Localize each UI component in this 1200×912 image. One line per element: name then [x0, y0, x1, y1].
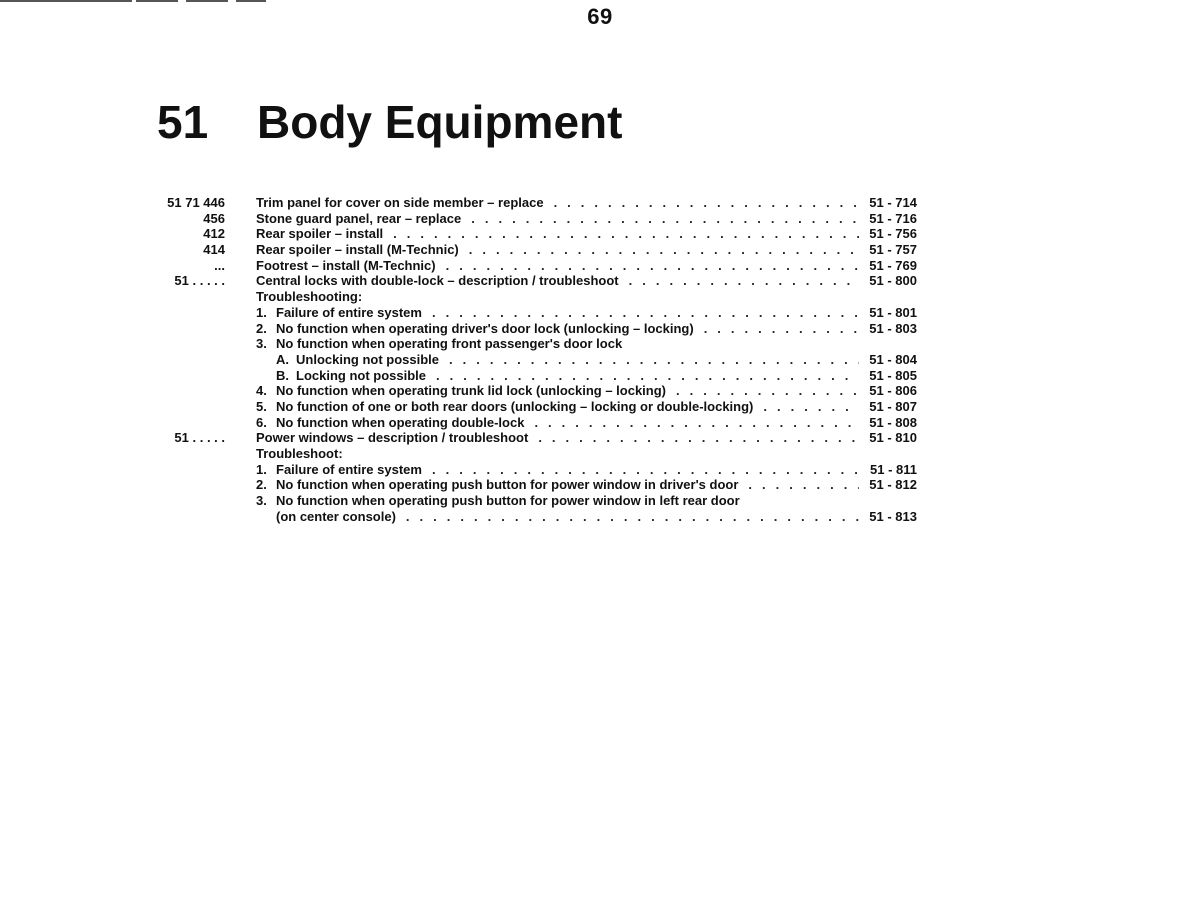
page-reference: 51 - 801	[869, 304, 917, 320]
page-reference: 51 - 808	[869, 414, 917, 430]
toc-entry-body	[276, 368, 917, 384]
toc-entry	[157, 226, 917, 242]
entry-label: No function when operating front passenger's door lock	[276, 336, 623, 352]
toc-entry	[157, 368, 917, 384]
entry-label: Power windows – description / troubleshoot	[256, 430, 529, 446]
page-reference: 51 - 756	[869, 226, 917, 242]
toc-entry	[157, 321, 917, 337]
dot-leader	[449, 352, 859, 368]
entry-number: 3.	[256, 493, 267, 509]
page-reference: 51 - 769	[869, 257, 917, 273]
entry-label: Footrest – install (M-Technic)	[256, 257, 436, 273]
dot-leader	[629, 273, 859, 289]
entry-label: Stone guard panel, rear – replace	[256, 210, 462, 226]
dot-leader	[763, 399, 859, 415]
page-reference: 51 - 716	[869, 210, 917, 226]
toc-entry-body	[256, 462, 917, 478]
top-rule-4	[236, 0, 266, 2]
entry-number: 3.	[256, 336, 267, 352]
page-reference: 51 - 804	[869, 351, 917, 367]
page-reference: 51 - 714	[869, 195, 917, 210]
toc-entry	[157, 336, 917, 352]
toc-entry-body	[256, 195, 917, 211]
toc-entry-body	[256, 321, 917, 337]
entry-label: Locking not possible	[296, 367, 427, 383]
toc-entry-body	[256, 242, 917, 258]
entry-number: 4.	[256, 383, 267, 399]
entry-label: Central locks with double-lock – description / troubleshoot	[256, 273, 619, 289]
entry-label: Troubleshooting:	[256, 289, 363, 305]
entry-label: Troubleshoot:	[256, 446, 343, 461]
toc-entry	[157, 195, 917, 211]
toc-entry-body	[256, 477, 917, 493]
entry-label: No function when operating double-lock	[276, 414, 525, 430]
toc-entry	[157, 352, 917, 368]
toc-entry-body	[256, 336, 917, 352]
toc-entry	[157, 446, 917, 462]
toc-entry-body	[256, 305, 917, 321]
toc-entry	[157, 242, 917, 258]
dot-leader	[704, 321, 859, 337]
page-reference: 51 - 807	[869, 398, 917, 414]
dot-leader	[446, 258, 859, 274]
entry-label: No function when operating push button for power window in driver's door	[276, 477, 739, 493]
toc-entry-body	[256, 415, 917, 431]
entry-label: No function when operating trunk lid lock (unlocking – locking)	[276, 383, 667, 399]
toc-entry-body	[276, 509, 917, 525]
dot-leader	[436, 368, 859, 384]
entry-label: Rear spoiler – install (M-Technic)	[256, 242, 459, 258]
toc-entry-body	[256, 493, 917, 509]
repair-code: ...	[214, 257, 225, 273]
toc-entry	[157, 273, 917, 289]
entry-label: Failure of entire system	[276, 304, 422, 320]
toc-entry-body	[256, 446, 917, 462]
entry-number: 2.	[256, 477, 267, 493]
top-rule-3	[186, 0, 228, 2]
toc-entry	[157, 415, 917, 431]
toc-entry	[157, 383, 917, 399]
toc-entry	[157, 399, 917, 415]
toc-entry	[157, 462, 917, 478]
dot-leader	[534, 415, 859, 431]
entry-label: No function when operating driver's door lock (unlocking – locking)	[276, 320, 694, 336]
chapter-title: Body Equipment	[257, 96, 623, 148]
toc-entry	[157, 289, 917, 305]
dot-leader	[393, 226, 859, 242]
entry-label: Failure of entire system	[276, 461, 422, 477]
page-reference: 51 - 806	[869, 383, 917, 399]
toc-entry-body	[256, 430, 917, 446]
repair-code: 456	[203, 210, 225, 226]
dot-leader	[538, 430, 859, 446]
toc-entry-body	[256, 258, 917, 274]
entry-number: B.	[276, 367, 289, 383]
page-reference: 51 - 805	[869, 367, 917, 383]
repair-code: 414	[203, 242, 225, 258]
toc-entry	[157, 305, 917, 321]
entry-label: Unlocking not possible	[296, 351, 440, 367]
dot-leader	[471, 211, 859, 227]
entry-number: 1.	[256, 461, 267, 477]
entry-label: No function of one or both rear doors (unlocking – locking or double-locking)	[276, 398, 754, 414]
toc-entry	[157, 477, 917, 493]
chapter-number: 51	[157, 96, 209, 148]
page-reference: 51 - 812	[869, 477, 917, 493]
entry-number: 5.	[256, 398, 267, 414]
toc-entry	[157, 509, 917, 525]
dot-leader	[748, 477, 859, 493]
page-number: 69	[587, 4, 613, 29]
toc-entry-body	[256, 211, 917, 227]
entry-label: No function when operating push button for power window in left rear door	[276, 493, 740, 509]
toc-entry	[157, 211, 917, 227]
entry-label: (on center console)	[276, 508, 396, 524]
dot-leader	[432, 305, 859, 321]
toc-entry-body	[256, 273, 917, 289]
entry-number: A.	[276, 351, 289, 367]
toc-entry	[157, 258, 917, 274]
dot-leader	[469, 242, 859, 258]
toc-entry	[157, 493, 917, 509]
toc-entry	[157, 430, 917, 446]
page-reference: 51 - 813	[869, 508, 917, 524]
repair-code: 412	[203, 226, 225, 242]
page-reference: 51 - 810	[869, 430, 917, 446]
toc-entry-body	[256, 289, 917, 305]
entry-number: 1.	[256, 304, 267, 320]
page-reference: 51 - 811	[870, 461, 917, 477]
top-rule-1	[0, 0, 132, 2]
dot-leader	[432, 462, 859, 478]
toc-entry-body	[276, 352, 917, 368]
dot-leader	[676, 383, 859, 399]
page-reference: 51 - 800	[869, 273, 917, 289]
dot-leader	[406, 509, 859, 525]
toc-entry-body	[256, 383, 917, 399]
entry-number: 2.	[256, 320, 267, 336]
toc-entry-body	[256, 226, 917, 242]
entry-label: Rear spoiler – install	[256, 226, 384, 242]
repair-code: 51 71 446	[167, 195, 225, 210]
dot-leader	[554, 195, 859, 211]
toc-entry-body	[256, 399, 917, 415]
page-reference: 51 - 803	[869, 320, 917, 336]
entry-number: 6.	[256, 414, 267, 430]
repair-code: 51 . . . . .	[174, 430, 225, 446]
page-reference: 51 - 757	[869, 242, 917, 258]
top-rule-2	[136, 0, 178, 2]
entry-label: Trim panel for cover on side member – replace	[256, 195, 544, 210]
repair-code: 51 . . . . .	[174, 273, 225, 289]
table-of-contents	[157, 195, 917, 524]
